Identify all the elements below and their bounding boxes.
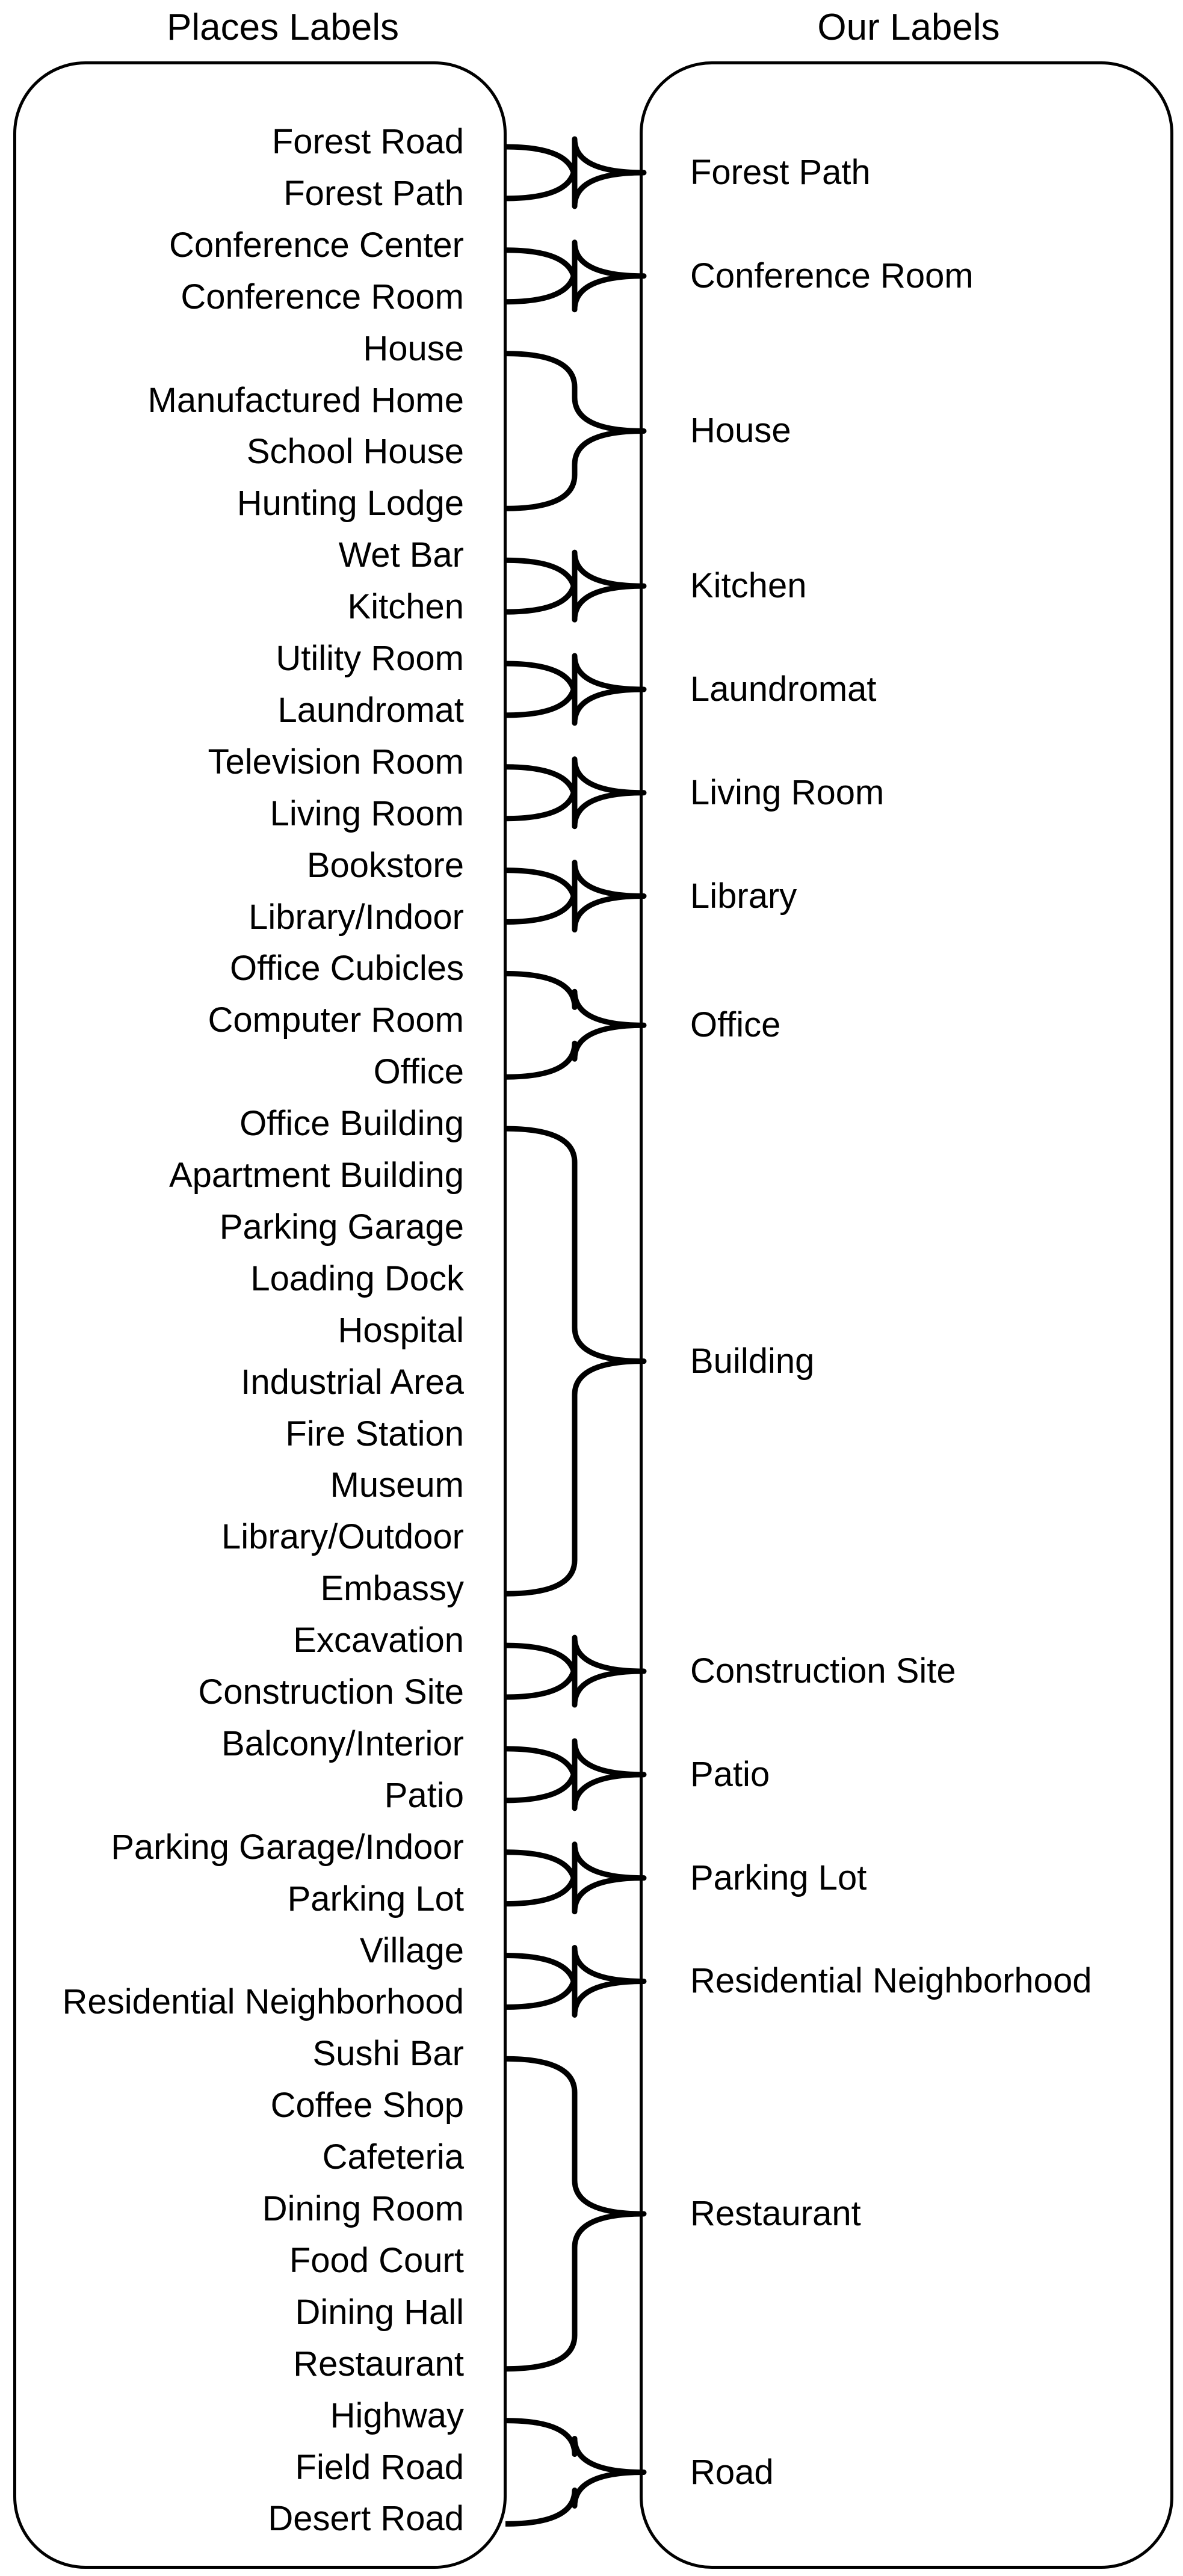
group-brace [505,1129,644,1594]
source-label: Laundromat [277,690,464,730]
source-label: Library/Outdoor [221,1517,464,1557]
source-label: Living Room [270,793,464,833]
source-label: Industrial Area [241,1362,464,1402]
source-label: Kitchen [347,587,464,627]
source-label: Parking Garage [219,1207,464,1246]
source-label: Balcony/Interior [221,1724,464,1763]
source-label: Conference Center [168,225,464,265]
source-label: School House [246,432,464,472]
group-brace [505,2421,644,2524]
left-column-header: Places Labels [166,7,400,48]
source-label: Hospital [338,1310,464,1350]
source-label: Cafeteria [322,2137,464,2177]
group-brace [505,656,644,723]
target-label: Library [690,876,797,916]
group-brace [505,552,644,620]
target-label: Road [690,2452,774,2492]
group-brace [505,1947,644,2015]
source-label: Dining Room [262,2189,464,2228]
source-label: Excavation [293,1621,464,1660]
source-label: Wet Bar [338,535,464,575]
source-label: Dining Hall [295,2292,464,2332]
source-label: Embassy [320,1569,464,1609]
source-label: Loading Dock [250,1259,464,1298]
group-brace [505,354,644,509]
target-label: Kitchen [690,566,807,606]
target-label: Laundromat [690,669,877,709]
target-label: Conference Room [690,256,974,295]
source-label: Coffee Shop [270,2086,464,2125]
source-label: Forest Road [271,122,464,161]
source-label: House [363,328,464,368]
group-brace [505,242,644,310]
source-label: Manufactured Home [147,380,464,420]
source-label: Hunting Lodge [236,484,464,523]
source-label: Construction Site [198,1672,464,1712]
source-label: Office Cubicles [230,949,464,988]
source-label: Television Room [208,742,464,781]
target-label: Forest Path [690,152,871,192]
target-label: Patio [690,1754,770,1794]
right-column-header: Our Labels [817,7,1000,48]
target-label: Construction Site [690,1651,956,1691]
source-label: Library/Indoor [249,897,464,937]
target-label: Residential Neighborhood [690,1961,1092,2001]
source-label: Food Court [289,2240,464,2280]
source-label: Restaurant [293,2344,464,2383]
source-label: Conference Room [181,277,464,316]
target-label: House [690,411,791,451]
source-label: Forest Path [283,173,464,213]
source-label: Apartment Building [168,1156,464,1195]
group-brace [505,973,644,1077]
target-label: Restaurant [690,2194,861,2233]
target-label: Office [690,1005,781,1045]
group-brace [505,1844,644,1912]
source-label: Office [373,1052,464,1092]
group-brace [505,2059,644,2368]
source-label: Village [359,1930,464,1970]
source-label: Parking Lot [287,1879,464,1918]
group-brace [505,759,644,827]
group-brace [505,1638,644,1705]
target-label: Living Room [690,772,885,812]
source-label: Field Road [295,2447,464,2487]
source-label: Utility Room [276,639,464,678]
source-label: Computer Room [208,1000,464,1040]
source-label: Parking Garage/Indoor [111,1827,464,1867]
source-label: Desert Road [268,2499,464,2539]
target-label: Parking Lot [690,1858,867,1897]
group-brace [505,139,644,206]
source-label: Museum [330,1465,464,1505]
source-label: Patio [384,1775,464,1815]
source-label: Office Building [239,1104,464,1144]
source-label: Residential Neighborhood [62,1982,464,2022]
target-label: Building [690,1341,815,1381]
source-label: Highway [330,2396,464,2435]
source-label: Fire Station [285,1414,464,1453]
group-brace [505,1741,644,1808]
group-brace [505,863,644,930]
source-label: Bookstore [306,845,464,885]
source-label: Sushi Bar [312,2034,464,2074]
